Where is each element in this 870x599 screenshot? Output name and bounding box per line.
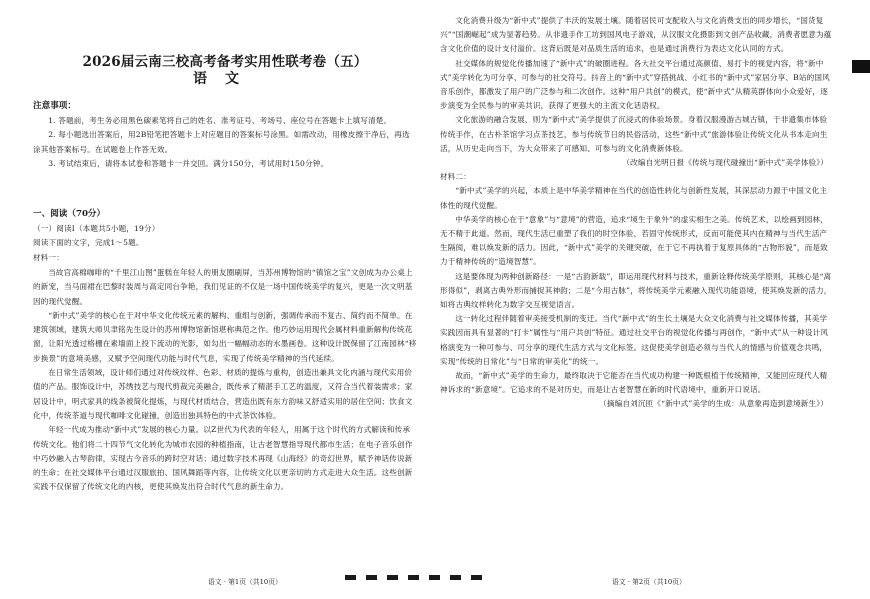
source-citation: （改编自光明日报《传统与现代碰撞出“新中式”美学体验》） bbox=[622, 158, 828, 168]
exam-title: 2026届云南三校高考备考实用性联考卷（五） bbox=[82, 54, 368, 70]
paragraph: 故而，“新中式”美学的生命力，最终取决于它能否在当代成功构建一种既根植于传统精神，又能回应现代人精神诉求的“新意境”。它追求的不是对历史，而是让古老智慧在新的时代语境中，重新开口说话。 bbox=[440, 371, 828, 395]
dash-mark bbox=[387, 575, 398, 580]
paragraph: 社交媒体的规觉化传播加速了“新中式”的破圈进程。各大社交平台通过高颜值、易打卡的视觉内容，将“新中式”美学转化为可分享、可参与的社交符号。抖音上的“新中式”穿搭挑战、小红书的“新中式”家居分享、B站的国风音乐创作，都激发了用户的广泛参与和二次创作。这种“用户共创”的模式，使“新中式”从精英群体向小众爱好，逐步演变为全民参与的审美共识，获得了更强大的主流文化话语权。 bbox=[440, 58, 830, 111]
exam-subject: 语文 bbox=[193, 71, 257, 87]
registration-marker bbox=[852, 60, 870, 73]
notes-heading: 注意事项： bbox=[33, 101, 76, 111]
dash-mark bbox=[471, 575, 482, 580]
section-heading: 一、阅读（70分） bbox=[33, 209, 106, 219]
instruction-text: 阅读下面的文字，完成1～5题。 bbox=[33, 238, 144, 248]
section-info bbox=[33, 222, 417, 265]
material-label: 材料一： bbox=[33, 252, 64, 262]
dash-mark bbox=[429, 575, 440, 580]
paragraph: 这一转化过程伴随着审美接受机制的变迁。当代“新中式”的生长土壤是大众文化消费与社交媒体传播，其美学实践因而具有显著的“打卡”属性与“用户共创”特征。通过社交平台的视觉化传播与再创作，“新中式”从一种设计风格演变为一种可参与、可分享的现代生活方式与文化标签。这促使美学创造必须与当代人的情感与价值观念共鸣，实现“传统的日常化”与“日常的审美化”的统一。 bbox=[440, 314, 829, 366]
paragraph: 在日常生活领域，设计师们通过对传统纹样、色彩、材质的提炼与重构，创造出兼具文化内涵与现代实用价值的产品。服饰设计中，苏绣技艺与现代剪裁完美融合，既传承了精湛手工艺的温度，又符合当代着装需求；家居设计中，明式家具的线条被简化提炼，与现代材质结合，营造出既有东方韵味又舒适实用的居住空间；饮食文化中，传统茶道与现代咖啡文化碰撞，创造出独具特色的中式茶饮体验。 bbox=[33, 368, 413, 420]
material1-text bbox=[33, 266, 417, 495]
dash-mark bbox=[408, 575, 419, 580]
page-footer-right: 语文 · 第2页（共10页） bbox=[612, 578, 686, 586]
dash-mark bbox=[345, 575, 356, 580]
page-footer-left: 语文 · 第1页（共10页） bbox=[208, 578, 282, 586]
note-item: 3. 考试结束后，请将本试卷和答题卡一并交回。满分150分，考试用时150分钟。 bbox=[48, 158, 329, 168]
dash-mark bbox=[366, 575, 377, 580]
paragraph: “新中式”美学的兴起，本质上是中华美学精神在当代的创造性转化与创新性发展，其深层动力源于中国文化主体性的现代觉醒。 bbox=[440, 186, 828, 210]
paragraph: 年轻一代成为推动“新中式”发展的核心力量。以Z世代为代表的年轻人，用属于这个时代的方式解读和传承传统文化。他们将二十四节气文化转化为城市农园的种植指南，让古老智慧指导现代都市生活；在电子音乐创作中巧妙融入古琴韵律，实现古今音乐的跨时空对话；通过数字技术再现《山海经》的奇幻世界，赋予神话传说新的生命；在社交媒体平台通过汉服旅拍、国风舞蹈等内容，让传统文化以更亲切的方式走进大众生活。这些创新实践不仅保留了传统文化的内核，更使其焕发出符合时代气息的新生命力。 bbox=[33, 425, 413, 492]
notes-list bbox=[33, 114, 417, 171]
material1-continued bbox=[440, 14, 832, 412]
paragraph: 文化消费升级为“新中式”提供了丰沃的发展土壤。随着居民可支配收入与文化消费支出的同步增长，“国货复兴”“国潮崛起”成为显著趋势。从非遗手作工坊到国风电子游戏，从汉服文化摄影到文创产品收藏，消费者愿意为蕴含文化价值的设计支付溢价。这背后既是对品质生活的追求，也是通过消费行为表达文化认同的方式。 bbox=[440, 16, 832, 54]
material-label: 材料二： bbox=[440, 172, 471, 182]
source-citation: （摘编自刘沉匝《“新中式”美学的生成：从意象再造到意境新生》） bbox=[599, 399, 828, 409]
paragraph: 中华美学的核心在于“意象”与“意境”的营造，追求“境生于象外”的虚实相生之美。传统艺术，以绘画到园林，无不精于此道。然而，现代生活已重塑了我们的时空体验，若固守传统形式，反而可能使其内在精神与当代生活产生隔阂，难以焕发新的活力。因此，“新中式”美学的关键突破，在于它不再执着于复原具体的“古物形貌”，而是致力于精神传统的“造境智慧”。 bbox=[440, 214, 828, 267]
paragraph: 文化旅游的融合发展，则为“新中式”美学提供了沉浸式的体验场景。身着汉服漫游古城古镇，于非遗集市体验传统手作，在古朴茶馆学习点茶技艺，参与传统节日的民俗活动，这些“新中式”旅游体验让传统文化从书本走向生活，从历史走向当下，为大众带来了可感知、可参与的文化消费新体验。 bbox=[440, 115, 828, 153]
paragraph: “新中式”美学的核心在于对中华文化传统元素的解构、重组与创新，强调传承而不复古、简约而不简单。在建筑领域，建筑大师贝聿铭先生设计的苏州博物馆新馆堪称典范之作。他巧妙运用现代会属材料重新解构传统花窗，让阳光透过格栅在素墙面上投下流动的光影，如勾出一幅幅动态的水墨画卷。这种设计既保留了江南园林“移步换景”的意境美感，又赋予空间现代功能与时代气息，实现了传统美学精神的当代延续。 bbox=[33, 310, 417, 363]
footer-dash-marks bbox=[345, 575, 482, 580]
note-item: 1. 答题前，考生务必用黑色碳素笔将自己的姓名、准考证号、考场号、座位号在答题卡上填写清楚。 bbox=[48, 116, 392, 125]
paragraph: 这是要体现为两种创新路径：一是“古韵新载”，即运用现代材料与技术，重新诠释传统美学原则，其核心是“离形得似”，剥离古典外形而捕捉其神韵；二是“今用古脉”，将传统美学元素融入现代功能语境，使其焕发新的活力，如将古典纹样转化为数字交互视觉语言。 bbox=[440, 271, 832, 310]
note-item: 2. 每小题选出答案后，用2B铅笔把答题卡上对应题目的答案标号涂黑。如需改动，用橡皮擦干净后，再选涂其他答案标号。在试题卷上作答无效。 bbox=[33, 130, 410, 154]
paragraph: 当故宫高棉咖啡的“千里江山图”蛋糕在年轻人的朋友圈刷屏，当苏州博物馆的“镇馆之宝”文创成为办公桌上的新宠，当马面裙在巴黎时装周与高定同台争艳，我们见证的不仅是一场中国传统美学的复兴，更是一次文明基因的现代觉醒。 bbox=[33, 268, 413, 306]
subsection-heading: （一）阅读Ⅰ（本题共5小题，19分） bbox=[33, 224, 160, 233]
dash-mark bbox=[450, 575, 461, 580]
